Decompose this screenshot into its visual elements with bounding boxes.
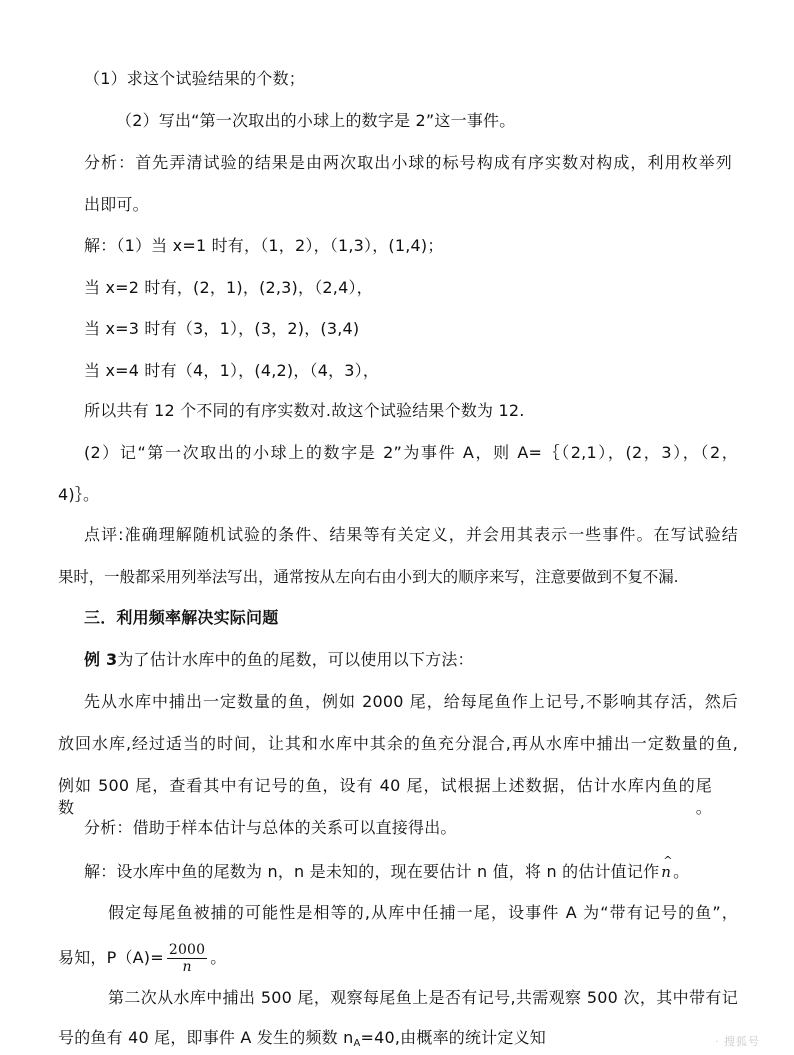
fraction-denominator: n <box>182 959 192 975</box>
solution-count: 所以共有 12 个不同的有序实数对.故这个试验结果个数为 12. <box>84 401 525 420</box>
solution-2-text: 解：设水库中鱼的尾数为 n，n 是未知的，现在要估计 n 值，将 n 的估计值记作 <box>84 862 660 881</box>
solution-x3: 当 x=3 时有（3，1），(3，2)，(3,4) <box>84 319 360 338</box>
watermark: · 搜狐号 <box>715 1035 760 1048</box>
solution-event-line-2: 4)｝。 <box>58 485 100 504</box>
analysis-line-2: 出即可。 <box>84 195 149 214</box>
second-catch-end: =40,由概率的统计定义知 <box>360 1028 546 1047</box>
fraction-2000-over-n <box>167 942 207 975</box>
solution-event-line-1: (2）记“第一次取出的小球上的数字是 2”为事件 A，则 A=｛（2,1），(2，3），（2， <box>84 443 738 462</box>
analysis-line-1: 分析：首先弄清试验的结果是由两次取出小球的标号构成有序实数对构成，利用枚举列 <box>84 153 732 172</box>
example-label: 例 3 <box>84 650 118 669</box>
probability-line <box>58 936 226 980</box>
example-body-line-2: 放回水库,经过适当的时间，让其和水库中其余的鱼充分混合,再从水库中捕出一定数量的鱼, <box>58 734 738 753</box>
second-catch-line-1: 第二次从水库中捕出 500 尾，观察每尾鱼上是否有记号,共需观察 500 次，其中带有记 <box>108 988 738 1007</box>
solution-2-end: 。 <box>673 862 690 881</box>
section-heading: 三．利用频率解决实际问题 <box>84 608 279 627</box>
solution-x1: 解：（1）当 x=1 时有，（1，2），（1,3），(1,4)； <box>84 236 444 255</box>
n-hat-letter: n <box>661 863 672 881</box>
hat-mark: ^ <box>663 854 673 867</box>
probability-prefix: 易知，P（A)= <box>58 948 164 967</box>
analysis-2: 分析：借助于样本估计与总体的关系可以直接得出。 <box>84 818 457 837</box>
question-1: （1）求这个试验结果的个数； <box>84 69 305 88</box>
assumption-line: 假定每尾鱼被捕的可能性是相等的,从库中任捕一尾，设事件 A 为“带有记号的鱼”， <box>108 903 738 922</box>
example-body-line-3: 例如 500 尾，查看其中有记号的鱼，设有 40 尾，试根据上述数据，估计水库内鱼的尾数。 <box>58 776 712 817</box>
second-catch-text: 号的鱼有 40 尾，即事件 A 发生的频数 n <box>58 1028 354 1047</box>
example-body-line-1: 先从水库中捕出一定数量的鱼，例如 2000 尾，给每尾鱼作上记号,不影响其存活，然后 <box>84 692 738 711</box>
comment-line-1: 点评:准确理解随机试验的条件、结果等有关定义，并会用其表示一些事件。在写试验结 <box>84 525 738 544</box>
solution-x4: 当 x=4 时有（4，1），(4,2)，（4，3）， <box>84 361 380 380</box>
solution-x2: 当 x=2 时有，(2，1)，(2,3)，（2,4）， <box>84 278 373 297</box>
example-3-title <box>84 649 474 671</box>
subscript-a: A <box>353 1038 361 1049</box>
probability-end: 。 <box>210 948 227 967</box>
fraction-numerator: 2000 <box>168 942 206 958</box>
example-text: 为了估计水库中的鱼的尾数，可以使用以下方法： <box>117 650 474 669</box>
question-2: （2）写出“第一次取出的小球上的数字是 2”这一事件。 <box>116 111 516 130</box>
n-hat-symbol <box>661 854 673 883</box>
solution-2-line-1 <box>84 854 690 883</box>
comment-line-2: 果时，一般都采用列举法写出，通常按从左向右由小到大的顺序来写，注意要做到不复不漏. <box>58 568 679 586</box>
